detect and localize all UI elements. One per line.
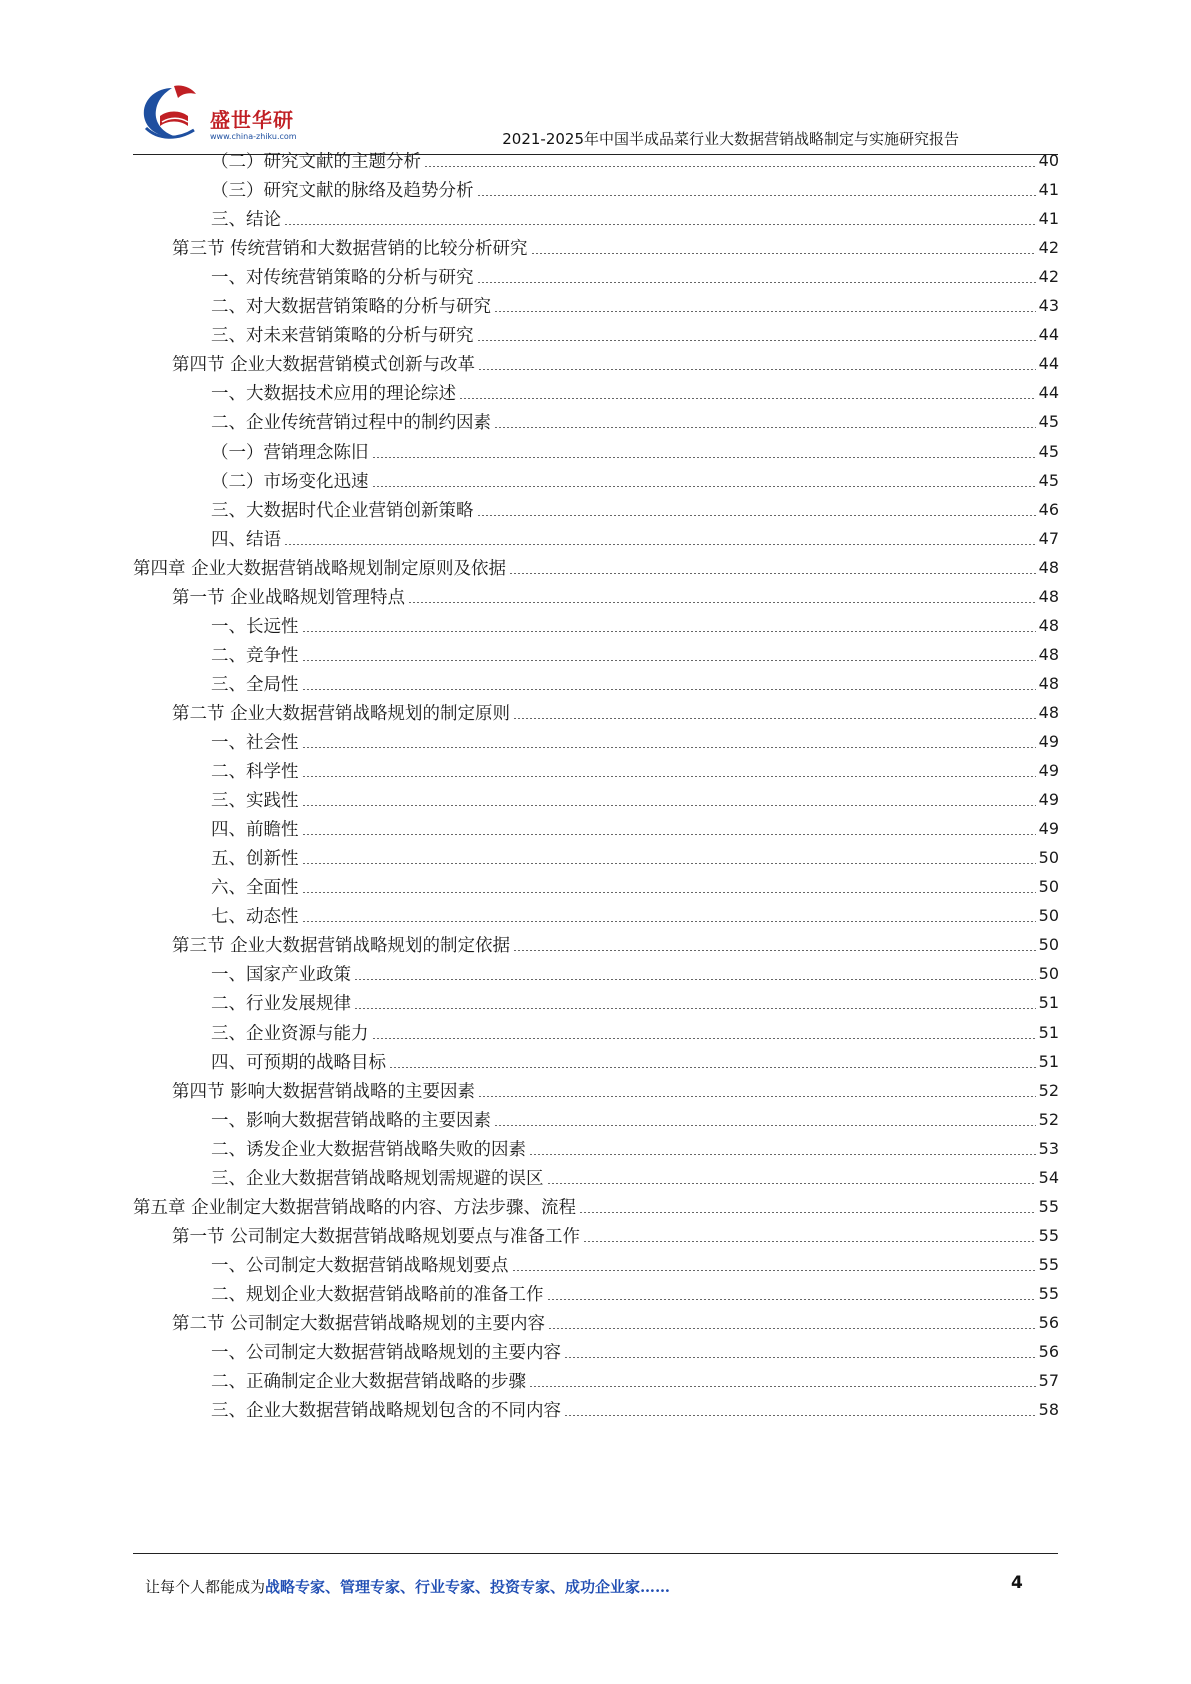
toc-entry-label: 第二节 企业大数据营销战略规划的制定原则	[172, 703, 511, 724]
toc-entry[interactable]	[211, 755, 1059, 786]
toc-entry[interactable]	[211, 610, 1059, 641]
toc-entry-page: 50	[1038, 964, 1059, 984]
toc-entry[interactable]	[211, 261, 1059, 292]
toc-dot-leader	[477, 195, 1036, 196]
toc-dot-leader	[354, 1008, 1036, 1009]
toc-dot-leader	[372, 457, 1036, 458]
toc-entry-page: 42	[1038, 267, 1059, 287]
toc-dot-leader	[548, 1328, 1036, 1329]
toc-entry-label: 二、规划企业大数据营销战略前的准备工作	[211, 1284, 544, 1305]
toc-entry-page: 55	[1038, 1283, 1059, 1303]
toc-dot-leader	[372, 1038, 1036, 1039]
toc-entry-page: 56	[1038, 1313, 1059, 1332]
toc-entry-page: 44	[1038, 383, 1059, 403]
toc-entry[interactable]	[211, 290, 1059, 321]
toc-entry-page: 46	[1038, 499, 1059, 519]
toc-entry-label: 四、可预期的战略目标	[211, 1052, 386, 1073]
toc-entry[interactable]	[211, 1394, 1059, 1425]
toc-dot-leader	[372, 486, 1036, 487]
toc-entry[interactable]	[211, 987, 1059, 1018]
toc-entry-label: 四、结语	[211, 529, 281, 550]
toc-dot-leader	[424, 166, 1036, 167]
toc-dot-leader	[302, 776, 1036, 777]
report-title: 2021-2025年中国半成品菜行业大数据营销战略制定与实施研究报告	[502, 130, 959, 148]
toc-entry-label: 二、对大数据营销策略的分析与研究	[211, 297, 491, 318]
toc-dot-leader	[284, 224, 1036, 225]
toc-entry-page: 43	[1038, 296, 1059, 316]
toc-entry-label: 二、行业发展规律	[211, 994, 351, 1015]
toc-entry-label: 第三节 传统营销和大数据营销的比较分析研究	[172, 239, 528, 260]
toc-dot-leader	[529, 1154, 1036, 1155]
toc-entry[interactable]	[211, 1336, 1059, 1367]
toc-entry-page: 49	[1038, 790, 1059, 810]
toc-entry-label: 一、大数据技术应用的理论综述	[211, 384, 456, 405]
toc-entry-label: （三）研究文献的脉络及趋势分析	[211, 181, 474, 202]
page-header	[0, 0, 1191, 160]
toc-entry-label: 三、企业资源与能力	[211, 1023, 369, 1044]
toc-entry-page: 45	[1038, 441, 1059, 461]
toc-dot-leader	[302, 834, 1036, 835]
footer-slogan	[145, 1576, 670, 1597]
toc-entry[interactable]	[211, 1104, 1059, 1135]
toc-entry-page: 51	[1038, 1051, 1059, 1071]
footer-slogan-roles: 战略专家、管理专家、行业专家、投资专家、成功企业家……	[265, 1578, 671, 1596]
toc-entry-page: 56	[1038, 1342, 1059, 1362]
toc-entry-label: 二、企业传统营销过程中的制约因素	[211, 413, 491, 434]
toc-entry[interactable]	[211, 1249, 1059, 1280]
toc-dot-leader	[302, 631, 1036, 632]
toc-entry[interactable]	[211, 1133, 1059, 1164]
toc-entry-page: 48	[1038, 586, 1059, 606]
toc-entry[interactable]	[172, 1220, 1059, 1251]
toc-entry-label: 第二节 公司制定大数据营销战略规划的主要内容	[172, 1314, 546, 1334]
toc-dot-leader	[494, 311, 1036, 312]
toc-dot-leader	[529, 1386, 1036, 1387]
toc-entry-page: 40	[1038, 151, 1059, 170]
toc-entry-page: 44	[1038, 325, 1059, 345]
toc-entry-label: 五、创新性	[211, 849, 299, 870]
toc-entry-page: 48	[1038, 702, 1059, 722]
toc-entry-page: 47	[1038, 528, 1059, 548]
toc-entry-page: 48	[1038, 673, 1059, 693]
toc-entry-label: （一）营销理念陈旧	[211, 442, 369, 463]
toc-entry-page: 49	[1038, 761, 1059, 781]
toc-entry[interactable]	[172, 1075, 1059, 1106]
toc-entry[interactable]	[211, 639, 1059, 670]
toc-dot-leader	[494, 427, 1036, 428]
toc-entry-label: 一、影响大数据营销战略的主要因素	[211, 1110, 491, 1131]
toc-entry-label: （二）市场变化迅速	[211, 471, 369, 492]
toc-entry-label: 六、全面性	[211, 878, 299, 899]
toc-dot-leader	[284, 544, 1036, 545]
toc-entry-page: 48	[1038, 644, 1059, 664]
toc-entry[interactable]	[211, 436, 1059, 467]
toc-entry-page: 45	[1038, 470, 1059, 490]
toc-dot-leader	[547, 1183, 1036, 1184]
toc-entry[interactable]	[172, 348, 1059, 379]
toc-entry-label: 三、实践性	[211, 791, 299, 812]
toc-dot-leader	[531, 253, 1036, 254]
toc-entry-label: 第一节 公司制定大数据营销战略规划要点与准备工作	[172, 1226, 581, 1247]
toc-entry[interactable]	[172, 581, 1059, 612]
toc-entry-page: 44	[1038, 354, 1059, 374]
toc-entry-label: 三、企业大数据营销战略规划需规避的误区	[211, 1168, 544, 1189]
toc-entry[interactable]	[211, 668, 1059, 699]
footer-slogan-lead: 让每个人都能成为	[145, 1578, 266, 1596]
toc-entry[interactable]	[172, 1307, 1059, 1338]
toc-entry-page: 49	[1038, 819, 1059, 839]
toc-entry-label: 三、全局性	[211, 674, 299, 695]
toc-dot-leader	[302, 805, 1036, 806]
toc-entry[interactable]	[211, 203, 1059, 234]
toc-entry[interactable]	[133, 1191, 1059, 1222]
toc-dot-leader	[389, 1067, 1036, 1068]
toc-dot-leader	[478, 1096, 1036, 1097]
toc-entry-page: 41	[1038, 209, 1059, 229]
toc-dot-leader	[547, 1299, 1036, 1300]
toc-entry[interactable]	[211, 377, 1059, 408]
toc-entry-page: 50	[1038, 848, 1059, 868]
toc-entry-label: 一、国家产业政策	[211, 965, 351, 986]
toc-entry[interactable]	[172, 697, 1059, 728]
toc-entry[interactable]	[211, 406, 1059, 437]
logo-url: www.china-zhiku.com	[210, 132, 297, 141]
logo-name: 盛世华研	[210, 108, 294, 132]
toc-dot-leader	[302, 921, 1036, 922]
toc-dot-leader	[579, 1212, 1036, 1213]
toc-entry-page: 45	[1038, 412, 1059, 432]
toc-entry-label: 四、前瞻性	[211, 820, 299, 841]
toc-entry[interactable]	[172, 929, 1059, 960]
toc-entry-label: 二、正确制定企业大数据营销战略的步骤	[211, 1372, 526, 1393]
toc-entry-label: 第四节 影响大数据营销战略的主要因素	[172, 1081, 476, 1102]
toc-entry-label: 一、长远性	[211, 616, 299, 637]
toc-entry[interactable]	[211, 726, 1059, 757]
toc-entry[interactable]	[211, 1017, 1059, 1048]
toc-entry-label: 三、结论	[211, 210, 281, 231]
toc-entry-label: 二、竞争性	[211, 645, 299, 666]
toc-entry-page: 51	[1038, 1022, 1059, 1042]
toc-entry-page: 51	[1038, 993, 1059, 1013]
toc-entry-label: （二）研究文献的主题分析	[211, 152, 421, 172]
toc-entry[interactable]	[211, 1162, 1059, 1193]
toc-entry-label: 三、企业大数据营销战略规划包含的不同内容	[211, 1401, 561, 1422]
toc-dot-leader	[494, 1125, 1036, 1126]
toc-entry[interactable]	[211, 813, 1059, 844]
toc-dot-leader	[583, 1241, 1036, 1242]
toc-entry-page: 54	[1038, 1167, 1059, 1187]
toc-entry-page: 42	[1038, 238, 1059, 258]
toc-entry-page: 52	[1038, 1080, 1059, 1100]
toc-entry[interactable]	[211, 1365, 1059, 1396]
toc-dot-leader	[477, 282, 1036, 283]
toc-entry-label: 第四节 企业大数据营销模式创新与改革	[172, 355, 476, 376]
company-logo	[138, 82, 318, 152]
toc-dot-leader	[302, 660, 1036, 661]
toc-entry[interactable]	[172, 232, 1059, 263]
toc-dot-leader	[302, 863, 1036, 864]
toc-entry[interactable]	[211, 523, 1059, 554]
toc-entry-label: 三、对未来营销策略的分析与研究	[211, 326, 474, 347]
toc-dot-leader	[302, 747, 1036, 748]
toc-dot-leader	[477, 515, 1036, 516]
toc-entry-label: 二、科学性	[211, 762, 299, 783]
toc-entry-label: 第一节 企业战略规划管理特点	[172, 587, 406, 608]
toc-dot-leader	[477, 340, 1036, 341]
toc-entry-page: 58	[1038, 1400, 1059, 1420]
toc-entry[interactable]	[211, 958, 1059, 989]
toc-entry[interactable]	[211, 1046, 1059, 1077]
toc-dot-leader	[302, 892, 1036, 893]
toc-entry-label: 一、公司制定大数据营销战略规划要点	[211, 1255, 509, 1276]
toc-dot-leader	[478, 369, 1036, 370]
toc-entry[interactable]	[211, 784, 1059, 815]
toc-dot-leader	[408, 602, 1036, 603]
logo-emblem-icon	[138, 82, 210, 142]
toc-entry-page: 49	[1038, 732, 1059, 751]
toc-entry-page: 52	[1038, 1109, 1059, 1129]
toc-dot-leader	[509, 573, 1036, 574]
toc-dot-leader	[564, 1415, 1036, 1416]
toc-entry-label: 一、对传统营销策略的分析与研究	[211, 268, 474, 289]
toc-entry[interactable]	[211, 319, 1059, 350]
toc-entry-page: 55	[1038, 1196, 1059, 1216]
toc-entry-label: 三、大数据时代企业营销创新策略	[211, 500, 474, 521]
footer-divider	[133, 1553, 1058, 1554]
toc-entry-label: 一、社会性	[211, 733, 299, 753]
page-number: 4	[1011, 1573, 1023, 1593]
toc-entry-label: 七、动态性	[211, 907, 299, 928]
toc-dot-leader	[302, 689, 1036, 690]
toc-entry[interactable]	[211, 145, 1059, 176]
toc-entry-page: 48	[1038, 615, 1059, 635]
toc-entry[interactable]	[211, 842, 1059, 873]
toc-entry-page: 55	[1038, 1254, 1059, 1274]
toc-entry-label: 一、公司制定大数据营销战略规划的主要内容	[211, 1343, 561, 1364]
toc-entry[interactable]	[211, 1278, 1059, 1309]
toc-dot-leader	[513, 718, 1036, 719]
toc-entry[interactable]	[211, 871, 1059, 902]
toc-entry-page: 50	[1038, 906, 1059, 926]
toc-entry-page: 48	[1038, 557, 1059, 577]
toc-entry-label: 二、诱发企业大数据营销战略失败的因素	[211, 1139, 526, 1160]
toc-entry-label: 第三节 企业大数据营销战略规划的制定依据	[172, 936, 511, 957]
toc-entry-page: 50	[1038, 877, 1059, 897]
toc-entry-page: 41	[1038, 180, 1059, 200]
toc-entry[interactable]	[211, 900, 1059, 931]
toc-entry-page: 55	[1038, 1225, 1059, 1245]
toc-dot-leader	[459, 398, 1036, 399]
toc-entry[interactable]	[133, 552, 1059, 583]
toc-dot-leader	[512, 1270, 1036, 1271]
toc-entry-page: 53	[1038, 1138, 1059, 1158]
toc-entry[interactable]	[211, 174, 1059, 205]
toc-entry[interactable]	[211, 494, 1059, 525]
toc-entry-page: 57	[1038, 1371, 1059, 1391]
toc-entry-label: 第五章 企业制定大数据营销战略的内容、方法步骤、流程	[133, 1197, 577, 1218]
toc-dot-leader	[564, 1357, 1036, 1358]
toc-entry-page: 50	[1038, 935, 1059, 955]
toc-entry[interactable]	[211, 465, 1059, 496]
toc-dot-leader	[513, 950, 1036, 951]
toc-dot-leader	[354, 979, 1036, 980]
toc-entry-label: 第四章 企业大数据营销战略规划制定原则及依据	[133, 558, 507, 579]
